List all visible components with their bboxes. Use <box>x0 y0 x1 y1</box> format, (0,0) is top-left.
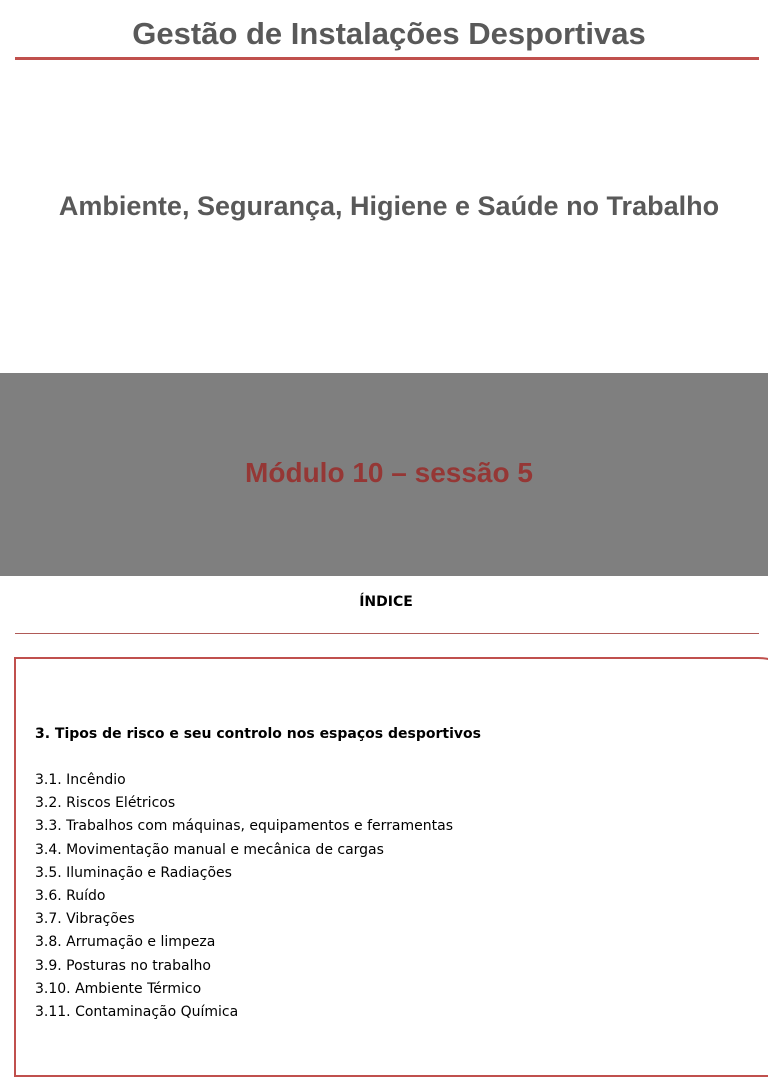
spacer <box>35 746 481 769</box>
index-content <box>35 723 481 1024</box>
list-item: 3.4. Movimentação manual e mecânica de cargas <box>35 841 384 858</box>
index-list <box>35 769 481 1024</box>
document-title: Gestão de Instalações Desportivas <box>132 16 646 51</box>
list-item: 3.5. Iluminação e Radiações <box>35 864 232 881</box>
title-divider <box>15 57 759 60</box>
module-banner <box>0 373 768 576</box>
module-session-label: Módulo 10 – sessão 5 <box>245 457 533 488</box>
index-heading: ÍNDICE <box>359 594 413 610</box>
list-item: 3.1. Incêndio <box>35 772 126 788</box>
list-item: 3.7. Vibrações <box>35 911 135 928</box>
list-item: 3.3. Trabalhos com máquinas, equipamentos e ferramentas <box>35 818 453 835</box>
list-item: 3.11. Contaminação Química <box>35 1004 239 1021</box>
list-item: 3.2. Riscos Elétricos <box>35 795 176 812</box>
list-item: 3.8. Arrumação e limpeza <box>35 934 216 951</box>
list-item: 3.10. Ambiente Térmico <box>35 980 202 997</box>
section-title: 3. Tipos de risco e seu controlo nos espaços desportivos <box>35 726 481 742</box>
index-divider <box>15 633 759 634</box>
list-item: 3.9. Posturas no trabalho <box>35 957 211 974</box>
document-subtitle: Ambiente, Segurança, Higiene e Saúde no Trabalho <box>58 191 720 221</box>
list-item: 3.6. Ruído <box>35 888 106 905</box>
